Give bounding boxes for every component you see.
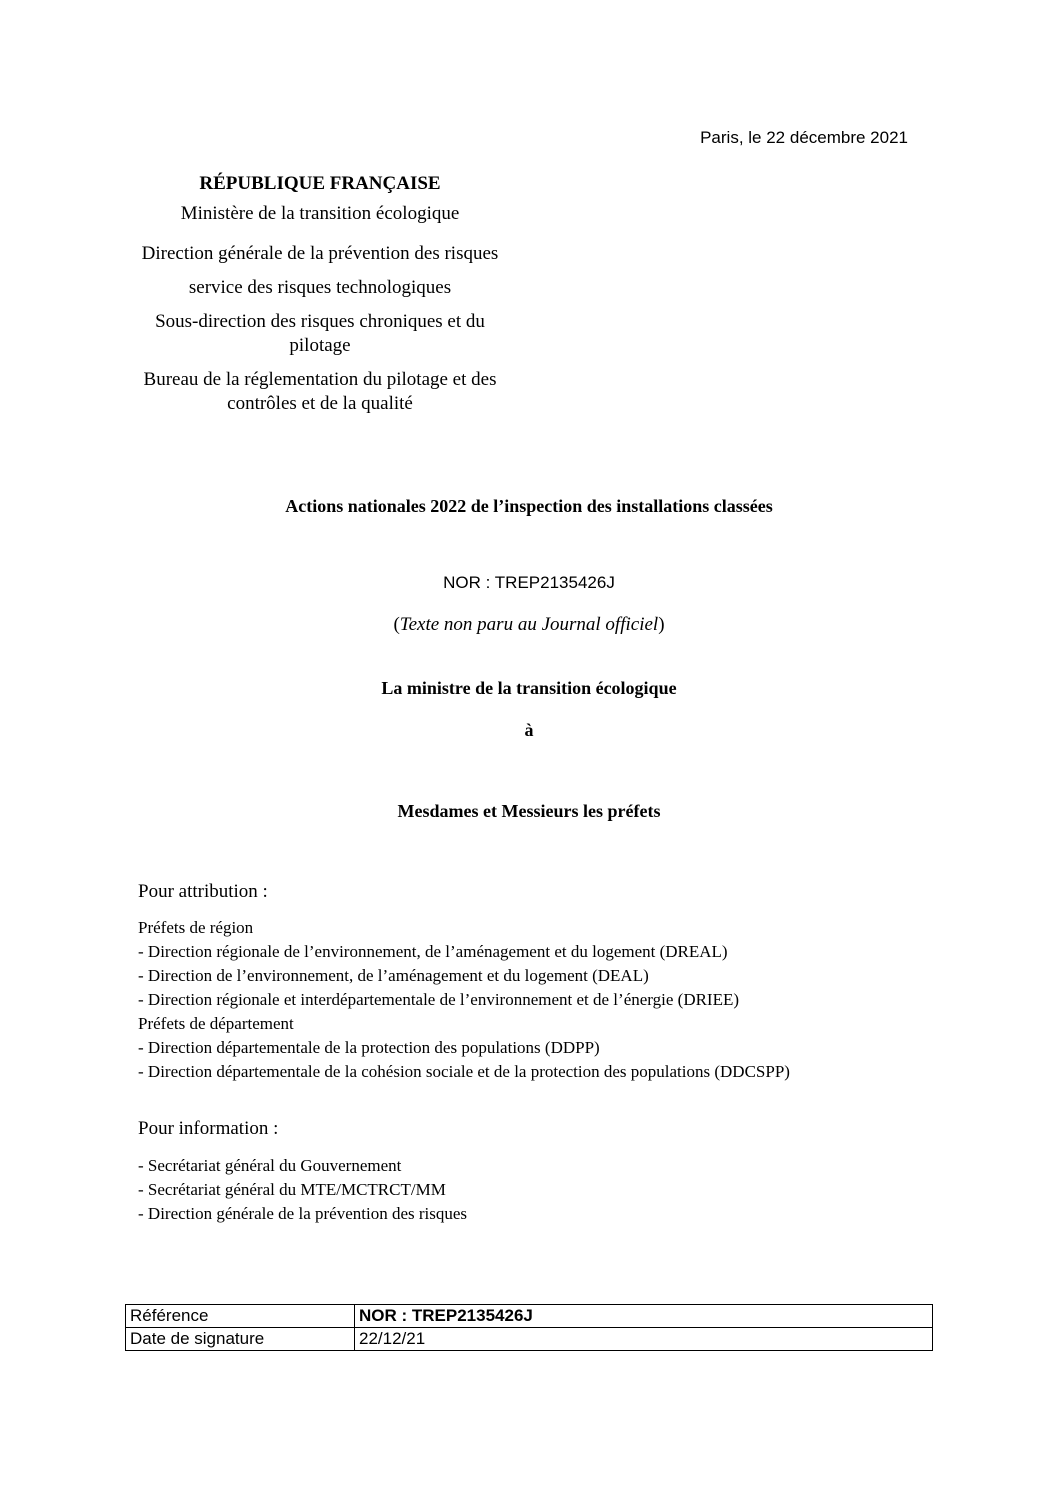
table-row (126, 1305, 933, 1328)
attribution-section (138, 880, 938, 1084)
information-heading: Pour information : (138, 1118, 279, 1139)
signature-date-label: Date de signature (126, 1328, 355, 1351)
list-item: - Direction départementale de la cohésion sociale et de la protection des populations (DDCSPP) (138, 1062, 790, 1081)
ministry-line: Ministère de la transition écologique (180, 203, 460, 224)
attribution-heading: Pour attribution : (138, 881, 268, 902)
document-title: Actions nationales 2022 de l’inspection des installations classées (285, 496, 773, 516)
sous-direction-line: Sous-direction des risques chroniques et du pilotage (155, 311, 485, 356)
list-item: - Direction régionale de l’environnement, de l’aménagement et du logement (DREAL) (138, 942, 728, 961)
list-item: - Secrétariat général du Gouvernement (138, 1156, 402, 1175)
table-row (126, 1328, 933, 1351)
list-item: - Direction générale de la prévention des risques (138, 1204, 468, 1223)
service-line: service des risques technologiques (188, 277, 452, 298)
publication-note-text: Texte non paru au Journal officiel (399, 614, 659, 635)
reference-label: Référence (126, 1305, 355, 1328)
list-item: - Secrétariat général du MTE/MCTRCT/MM (138, 1180, 446, 1199)
list-item: Préfets de département (138, 1014, 294, 1033)
list-item: Préfets de région (138, 918, 254, 937)
information-section (138, 1118, 938, 1226)
signature-date-value: 22/12/21 (355, 1328, 933, 1351)
direction-line: Direction générale de la prévention des risques (141, 243, 499, 264)
date-line: Paris, le 22 décembre 2021 (700, 128, 908, 147)
list-item: - Direction régionale et interdépartementale de l’environnement et de l’énergie (DRIEE) (138, 990, 740, 1009)
nor-reference: NOR : TREP2135426J (443, 573, 615, 592)
republic-heading: RÉPUBLIQUE FRANÇAISE (199, 173, 441, 194)
publication-note: (Texte non paru au Journal officiel) (393, 614, 665, 635)
to-word: à (524, 720, 534, 740)
bureau-line: Bureau de la réglementation du pilotage et des contrôles et de la qualité (143, 369, 497, 414)
list-item: - Direction de l’environnement, de l’aménagement et du logement (DEAL) (138, 966, 649, 985)
sender-line: La ministre de la transition écologique (381, 678, 677, 698)
reference-value: NOR : TREP2135426J (355, 1305, 933, 1328)
list-item: - Direction départementale de la protection des populations (DDPP) (138, 1038, 600, 1057)
recipient-line: Mesdames et Messieurs les préfets (397, 801, 661, 821)
header-block (130, 172, 510, 426)
reference-table (125, 1304, 933, 1351)
